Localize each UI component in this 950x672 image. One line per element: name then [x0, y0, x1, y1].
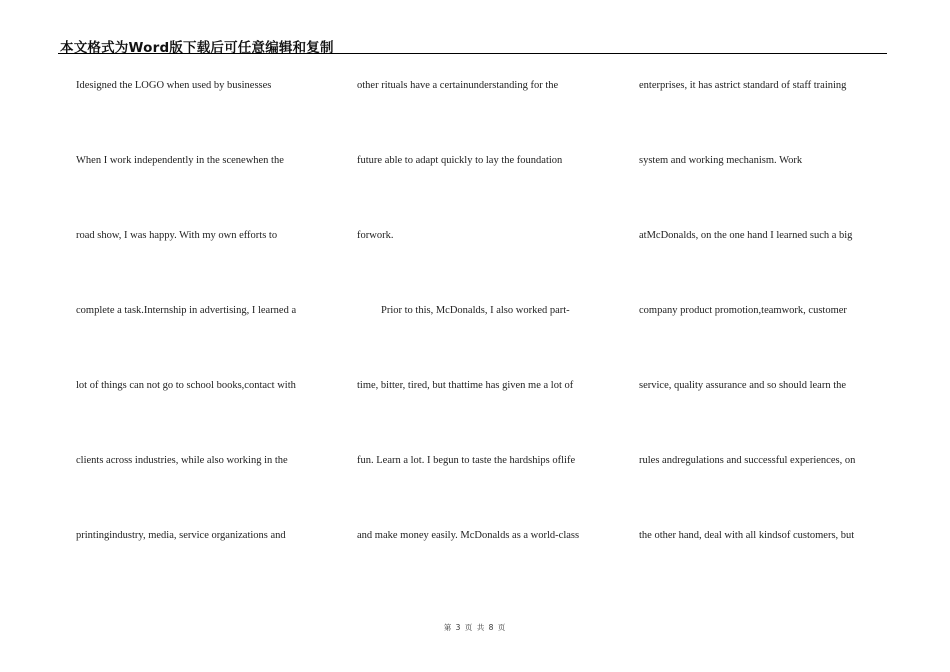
text-line: When I work independently in the scenewhen the — [76, 155, 284, 166]
text-line: printingindustry, media, service organizations and — [76, 530, 286, 541]
text-line: rules andregulations and successful experiences, on — [639, 455, 856, 466]
text-line: the other hand, deal with all kindsof customers, but — [639, 530, 855, 541]
text-line: clients across industries, while also working in the — [76, 455, 288, 466]
text-line: lot of things can not go to school books,contact with — [76, 380, 296, 391]
text-line: company product promotion,teamwork, customer — [639, 305, 847, 316]
text-line: atMcDonalds, on the one hand I learned such a big — [639, 230, 853, 241]
text-line: future able to adapt quickly to lay the foundation — [357, 155, 563, 166]
text-line: time, bitter, tired, but thattime has given me a lot of — [357, 380, 574, 391]
header-divider — [58, 53, 887, 54]
text-column-3 — [639, 79, 889, 604]
text-line: and make money easily. McDonalds as a world-class — [357, 530, 580, 541]
text-line-paragraph-start: Prior to this, McDonalds, I also worked part- — [381, 305, 570, 316]
text-line: road show, I was happy. With my own efforts to — [76, 230, 278, 241]
text-column-1 — [76, 79, 326, 604]
page-number-footer: 第 3 页 共 8 页 — [443, 623, 507, 632]
text-line: service, quality assurance and so should learn the — [639, 380, 847, 391]
text-column-2 — [357, 79, 607, 604]
page-header-title: 本文格式为Word版下载后可任意编辑和复制 — [60, 40, 334, 56]
text-line: enterprises, it has astrict standard of staff training — [639, 80, 847, 91]
text-line: other rituals have a certainunderstanding for the — [357, 80, 559, 91]
text-line: fun. Learn a lot. I begun to taste the hardships oflife — [357, 455, 576, 466]
text-line: system and working mechanism. Work — [639, 155, 803, 166]
text-line: complete a task.Internship in advertising, I learned a — [76, 305, 297, 316]
text-line: forwork. — [357, 230, 394, 241]
text-line: Idesigned the LOGO when used by businesses — [76, 80, 272, 91]
